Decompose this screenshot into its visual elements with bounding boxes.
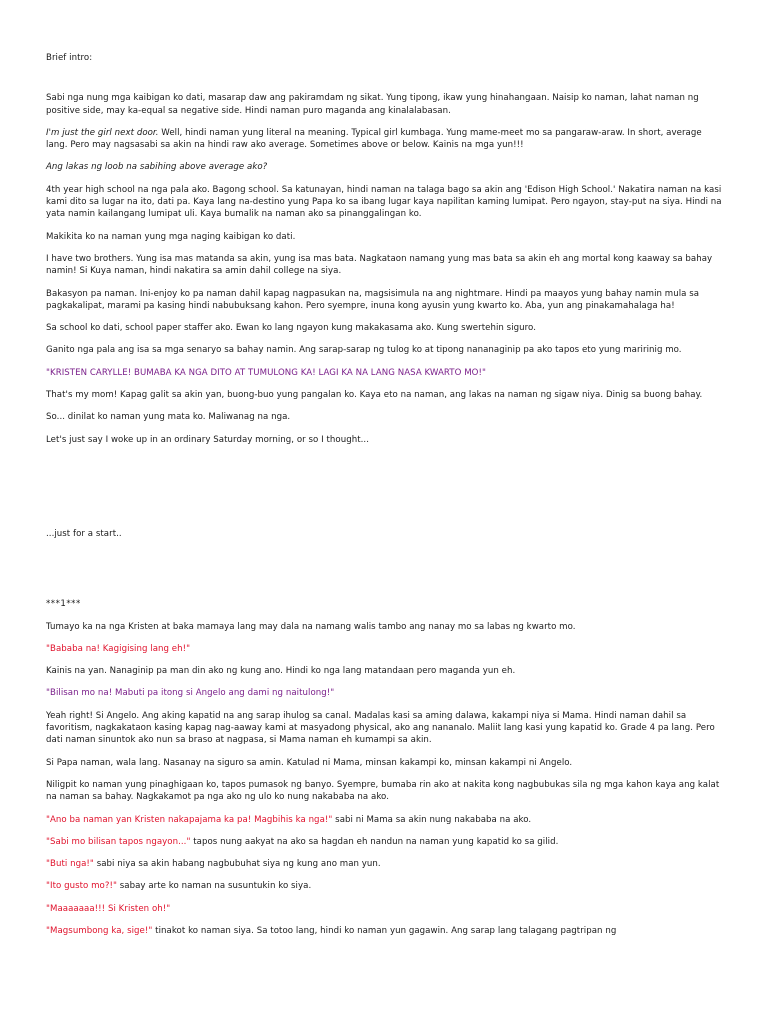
paragraph-text: sabi ni Mama sa akin nung nakababa na ako. [332, 814, 532, 825]
paragraph-text: tinakot ko naman siya. Sa totoo lang, hindi ko naman yun gagawin. Ang sarap lang talagang pagtripan ng [152, 925, 617, 936]
italic-text: I'm just the girl next door. [46, 127, 159, 138]
intro-heading: Brief intro: [46, 53, 93, 63]
paragraph [46, 814, 722, 826]
paragraph: Niligpit ko naman yung pinaghigaan ko, tapos pumasok ng banyo. Syempre, bumaba rin ako at nakita kong nagbubukas sila ng mga kahon kaya ang kalat na naman sa bahay. Nagkakamot pa nga ako ng ulo ko nung nakababa na ako. [46, 779, 720, 803]
paragraph: Kainis na yan. Nanaginip pa man din ako ng kung ano. Hindi ko nga lang matandaan pero maganda yun eh. [46, 666, 516, 677]
dialogue-text: "Buti nga!" [46, 859, 94, 870]
paragraph: 4th year high school na nga pala ako. Bagong school. Sa katunayan, hindi naman na talaga bago sa akin ang 'Edison High School.' Nakatira naman na kasi kami dito sa lugar na ito, dati pa. Kaya lang na-destino yung Papa ko sa ibang lugar kaya napilitan kaming lumipat. Pero ngayon, stay-put na siya. Hindi na yata namin kailangang lumipat uli. Kaya bumalik na naman ako sa pinanggalingan ko. [46, 184, 722, 220]
paragraph: Yeah right! Si Angelo. Ang aking kapatid na ang sarap ihulog sa canal. Madalas kasi sa aming dalawa, kakampi niya si Mama. Hindi naman dahil sa favoritism, nagkakataon kasing kapag nag-aaway kami at masyadong physical, ako ang nananalo. Maliit lang kasi yung kapatid ko. Grade 4 pa lang. Pero dati naman sinuntok ako nun sa braso at nagpasa, si Mama naman eh kumampi sa akin. [46, 710, 715, 746]
paragraph: I have two brothers. Yung isa mas matanda sa akin, yung isa mas bata. Nagkataon namang yung mas bata sa akin eh ang mortal kong kaaway sa bahay namin! Si Kuya naman, hindi nakatira sa amin dahil college na siya. [46, 253, 713, 277]
dialogue-text: "Sabi mo bilisan tapos ngayon..." [46, 836, 191, 847]
dialogue-text: "Magsumbong ka, sige!" [46, 925, 153, 936]
blank-space [46, 456, 722, 528]
document-page [46, 52, 722, 947]
dialogue-line: "Bababa na! Kagigising lang eh!" [46, 643, 191, 654]
paragraph [46, 880, 722, 892]
dialogue-line: "KRISTEN CARYLLE! BUMABA KA NGA DITO AT TUMULONG KA! LAGI KA NA LANG NASA KWARTO MO!" [46, 367, 486, 378]
paragraph-text: sabi niya sa akin habang nagbubuhat siya ng kung ano man yun. [93, 859, 381, 870]
paragraph: Si Papa naman, wala lang. Nasanay na siguro sa amin. Katulad ni Mama, minsan kakampi ko, minsan kakampi ni Angelo. [46, 757, 573, 768]
paragraph: Tumayo ka na nga Kristen at baka mamaya lang may dala na namang walis tambo ang nanay mo sa labas ng kwarto mo. [46, 621, 576, 632]
paragraph [46, 858, 722, 870]
paragraph-text: Well, hindi naman yung literal na meaning. Typical girl kumbaga. Yung mame-meet mo sa pangaraw-araw. In short, average lang. Pero may nagsasabi sa akin na hindi raw ako average. Sometimes above or below. Kainis na mga yun!!! [46, 127, 702, 151]
paragraph: Ganito nga pala ang isa sa mga senaryo sa bahay namin. Ang sarap-sarap ng tulog ko at tipong nananaginip pa ako tapos eto yung maririnig mo. [46, 345, 682, 356]
paragraph [46, 925, 722, 937]
paragraph: Makikita ko na naman yung mga naging kaibigan ko dati. [46, 231, 296, 242]
paragraph [46, 836, 722, 848]
paragraph [46, 127, 722, 152]
dialogue-line: "Maaaaaaa!!! Si Kristen oh!" [46, 903, 171, 914]
blank-space [46, 550, 722, 598]
dialogue-text: "Ano ba naman yan Kristen nakapajama ka pa! Magbihis ka nga!" [46, 814, 333, 825]
paragraph: Sa school ko dati, school paper staffer ako. Ewan ko lang ngayon kung makakasama ako. Kung swertehin siguro. [46, 323, 536, 334]
paragraph: ...just for a start.. [46, 528, 122, 539]
dialogue-line: "Bilisan mo na! Mabuti pa itong si Angelo ang dami ng naitulong!" [46, 688, 335, 699]
paragraph: So... dinilat ko naman yung mata ko. Maliwanag na nga. [46, 412, 291, 423]
paragraph: That's my mom! Kapag galit sa akin yan, buong-buo yung pangalan ko. Kaya eto na naman, ang lakas na naman ng sigaw niya. Dinig sa buong bahay. [46, 390, 703, 401]
paragraph: Let's just say I woke up in an ordinary Saturday morning, or so I thought... [46, 434, 369, 445]
paragraph-text: tapos nung aakyat na ako sa hagdan eh nandun na naman yung kapatid ko sa gilid. [190, 836, 559, 847]
chapter-heading: ***1*** [46, 599, 81, 610]
italic-paragraph: Ang lakas ng loob na sabihing above average ako? [46, 162, 268, 173]
paragraph-text: sabay arte ko naman na susuntukin ko siya. [116, 881, 312, 892]
paragraph: Sabi nga nung mga kaibigan ko dati, masarap daw ang pakiramdam ng sikat. Yung tipong, ikaw yung hinahangaan. Naisip ko naman, lahat naman ng positive side, may ka-equal sa negative side. Hindi naman puro maganda ang kinalalabasan. [46, 93, 699, 116]
dialogue-text: "Ito gusto mo?!" [46, 881, 117, 892]
paragraph: Bakasyon pa naman. Ini-enjoy ko pa naman dahil kapag nagpasukan na, magsisimula na ang nightmare. Hindi pa maayos yung bahay namin mula sa pagkakalipat, marami pa kasing hindi nabubuksang kahon. Pero syempre, inuna kong ayusin yung kwarto ko. Aba, yun ang pinakamahalaga ha! [46, 288, 700, 311]
